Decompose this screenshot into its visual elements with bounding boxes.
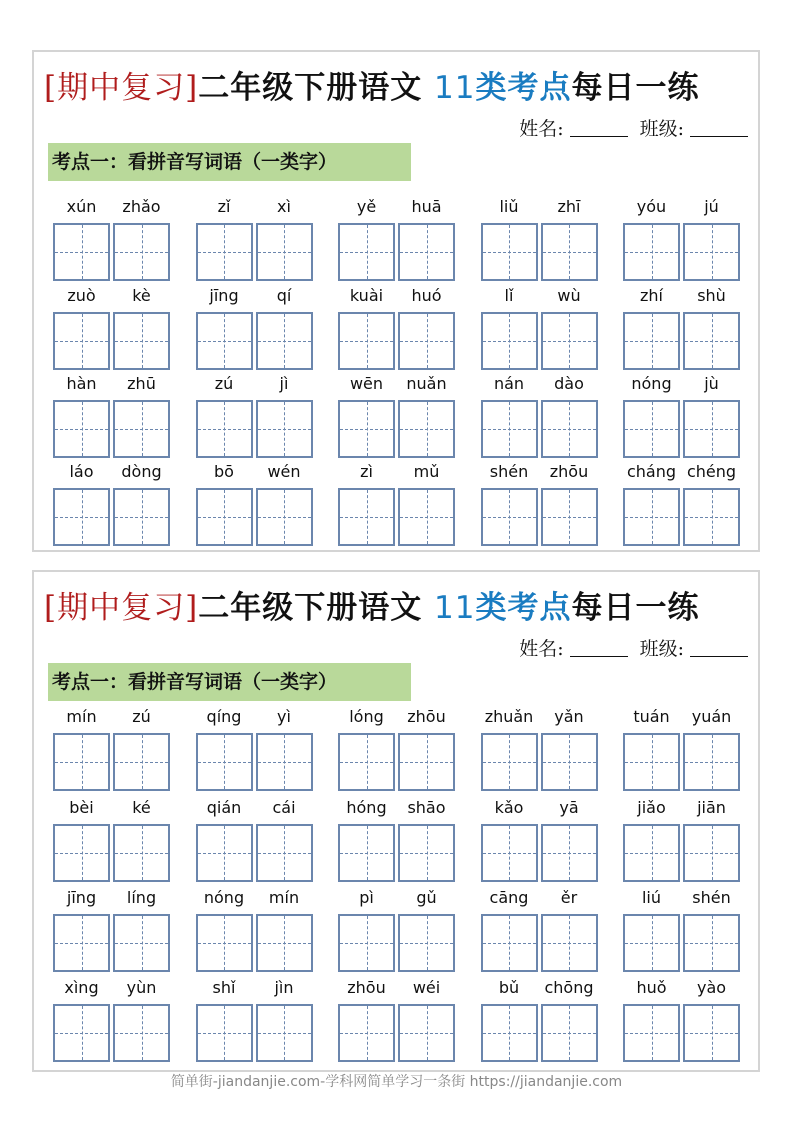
pinyin-label: pì bbox=[359, 888, 374, 907]
writing-box[interactable] bbox=[53, 824, 110, 882]
writing-box[interactable] bbox=[196, 223, 253, 281]
pinyin-label: qí bbox=[276, 286, 292, 305]
writing-box[interactable] bbox=[113, 1004, 170, 1062]
title-number: 11 bbox=[434, 70, 476, 106]
writing-box[interactable] bbox=[256, 1004, 313, 1062]
writing-box[interactable] bbox=[338, 488, 395, 546]
pinyin-label: bèi bbox=[69, 798, 94, 817]
writing-box[interactable] bbox=[481, 914, 538, 972]
writing-box[interactable] bbox=[113, 488, 170, 546]
writing-box[interactable] bbox=[53, 312, 110, 370]
title-blue-part: 类考点 bbox=[475, 590, 572, 626]
pinyin-label: shāo bbox=[407, 798, 446, 817]
writing-box[interactable] bbox=[541, 914, 598, 972]
pinyin-label: shén bbox=[692, 888, 731, 907]
writing-box[interactable] bbox=[481, 824, 538, 882]
pinyin-label: bǔ bbox=[498, 978, 520, 997]
writing-box[interactable] bbox=[623, 223, 680, 281]
pinyin-label: jìn bbox=[274, 978, 294, 997]
writing-box[interactable] bbox=[683, 1004, 740, 1062]
writing-box[interactable] bbox=[196, 733, 253, 791]
writing-box[interactable] bbox=[113, 400, 170, 458]
pinyin-label: nán bbox=[493, 374, 525, 393]
pinyin-label: yā bbox=[559, 798, 579, 817]
name-class-line bbox=[519, 634, 748, 661]
pinyin-label: nóng bbox=[203, 888, 245, 907]
pinyin-label: zú bbox=[214, 374, 234, 393]
pinyin-label: jiǎo bbox=[637, 798, 666, 817]
class-blank[interactable] bbox=[690, 656, 748, 657]
pinyin-label: zhōu bbox=[549, 462, 589, 481]
writing-box[interactable] bbox=[683, 400, 740, 458]
writing-box[interactable] bbox=[481, 223, 538, 281]
pinyin-label: qián bbox=[206, 798, 242, 817]
footer-watermark: 简单街-jiandanjie.com-学科网简单学习一条街 https://jiandanjie.com bbox=[170, 1074, 623, 1090]
writing-box[interactable] bbox=[113, 824, 170, 882]
pinyin-label: xìng bbox=[64, 978, 99, 997]
pinyin-label: zuò bbox=[67, 286, 96, 305]
pinyin-label: hàn bbox=[66, 374, 97, 393]
pinyin-label: dòng bbox=[121, 462, 162, 481]
pinyin-label: zhōu bbox=[407, 707, 446, 726]
writing-box[interactable] bbox=[256, 914, 313, 972]
writing-box[interactable] bbox=[623, 312, 680, 370]
writing-box[interactable] bbox=[53, 914, 110, 972]
writing-box[interactable] bbox=[338, 223, 395, 281]
pinyin-label: yuán bbox=[691, 707, 732, 726]
writing-box[interactable] bbox=[623, 488, 680, 546]
writing-box[interactable] bbox=[113, 312, 170, 370]
writing-box[interactable] bbox=[196, 488, 253, 546]
writing-box[interactable] bbox=[683, 824, 740, 882]
writing-box[interactable] bbox=[481, 488, 538, 546]
writing-box[interactable] bbox=[623, 1004, 680, 1062]
writing-box[interactable] bbox=[53, 400, 110, 458]
pinyin-label: yào bbox=[696, 978, 727, 997]
writing-box[interactable] bbox=[53, 488, 110, 546]
name-label: 姓名: bbox=[519, 638, 564, 660]
writing-box[interactable] bbox=[196, 914, 253, 972]
writing-box[interactable] bbox=[683, 733, 740, 791]
pinyin-label: bō bbox=[214, 462, 234, 481]
writing-box[interactable] bbox=[398, 1004, 455, 1062]
writing-box[interactable] bbox=[53, 733, 110, 791]
pinyin-label: chéng bbox=[686, 462, 737, 481]
writing-box[interactable] bbox=[256, 488, 313, 546]
writing-box[interactable] bbox=[113, 223, 170, 281]
pinyin-label: nuǎn bbox=[406, 374, 447, 393]
pinyin-label: ěr bbox=[560, 888, 578, 907]
pinyin-label: chōng bbox=[544, 978, 594, 997]
writing-box[interactable] bbox=[481, 1004, 538, 1062]
pinyin-label: yóu bbox=[636, 197, 667, 216]
writing-box[interactable] bbox=[683, 312, 740, 370]
pinyin-label: zhū bbox=[127, 374, 156, 393]
pinyin-label: tuán bbox=[633, 707, 670, 726]
writing-box[interactable] bbox=[541, 312, 598, 370]
pinyin-label: jiān bbox=[697, 798, 726, 817]
pinyin-label: cháng bbox=[626, 462, 677, 481]
pinyin-label: wéi bbox=[412, 978, 441, 997]
writing-box[interactable] bbox=[623, 824, 680, 882]
writing-box[interactable] bbox=[683, 488, 740, 546]
title-grade-part: 二年级下册语文 bbox=[198, 590, 423, 626]
writing-box[interactable] bbox=[623, 400, 680, 458]
pinyin-label: láo bbox=[69, 462, 94, 481]
writing-box[interactable] bbox=[196, 824, 253, 882]
pinyin-label: jú bbox=[704, 197, 719, 216]
title-number: 11 bbox=[434, 590, 476, 626]
writing-box[interactable] bbox=[256, 824, 313, 882]
writing-box[interactable] bbox=[196, 400, 253, 458]
pinyin-label: jù bbox=[704, 374, 719, 393]
writing-box[interactable] bbox=[256, 312, 313, 370]
writing-box[interactable] bbox=[398, 914, 455, 972]
writing-box[interactable] bbox=[338, 914, 395, 972]
title-end-part: 每日一练 bbox=[571, 590, 700, 626]
pinyin-label: wēn bbox=[349, 374, 384, 393]
writing-box[interactable] bbox=[481, 312, 538, 370]
writing-box[interactable] bbox=[541, 223, 598, 281]
writing-box[interactable] bbox=[113, 914, 170, 972]
writing-box[interactable] bbox=[53, 1004, 110, 1062]
writing-box[interactable] bbox=[481, 733, 538, 791]
writing-box[interactable] bbox=[338, 733, 395, 791]
pinyin-label: lóng bbox=[349, 707, 384, 726]
pinyin-label: zì bbox=[360, 462, 373, 481]
writing-box[interactable] bbox=[623, 733, 680, 791]
pinyin-label: zú bbox=[132, 707, 151, 726]
writing-box[interactable] bbox=[398, 824, 455, 882]
pinyin-label: yì bbox=[277, 707, 291, 726]
writing-box[interactable] bbox=[398, 400, 455, 458]
section-label: 考点一：看拼音写词语（一类字） bbox=[48, 143, 411, 181]
writing-box[interactable] bbox=[338, 824, 395, 882]
pinyin-label: qíng bbox=[206, 707, 242, 726]
writing-box[interactable] bbox=[683, 223, 740, 281]
pinyin-label: dào bbox=[554, 374, 584, 393]
writing-box[interactable] bbox=[196, 312, 253, 370]
pinyin-label: huó bbox=[411, 286, 442, 305]
pinyin-label: shén bbox=[489, 462, 529, 481]
writing-box[interactable] bbox=[398, 488, 455, 546]
writing-box[interactable] bbox=[541, 824, 598, 882]
pinyin-label: cái bbox=[272, 798, 296, 817]
pinyin-label: jīng bbox=[66, 888, 97, 907]
pinyin-label: lǐ bbox=[504, 286, 514, 305]
pinyin-label: hóng bbox=[346, 798, 387, 817]
pinyin-label: jīng bbox=[209, 286, 239, 305]
title-bracket-part: [期中复习] bbox=[44, 70, 199, 106]
pinyin-label: kuài bbox=[349, 286, 384, 305]
class-label: 班级: bbox=[639, 638, 684, 660]
writing-box[interactable] bbox=[338, 400, 395, 458]
pinyin-label: mín bbox=[66, 707, 97, 726]
pinyin-label: shǐ bbox=[212, 978, 236, 997]
title-blue-part: 类考点 bbox=[475, 70, 572, 106]
class-blank[interactable] bbox=[690, 136, 748, 137]
pinyin-label: kè bbox=[132, 286, 151, 305]
writing-box[interactable] bbox=[196, 1004, 253, 1062]
pinyin-label: wén bbox=[267, 462, 301, 481]
class-label: 班级: bbox=[639, 118, 684, 140]
pinyin-label: xì bbox=[277, 197, 291, 216]
writing-box[interactable] bbox=[256, 223, 313, 281]
name-blank[interactable] bbox=[570, 656, 628, 657]
writing-box[interactable] bbox=[113, 733, 170, 791]
pinyin-label: zǐ bbox=[217, 197, 231, 216]
pinyin-label: liǔ bbox=[499, 197, 519, 216]
writing-box[interactable] bbox=[398, 312, 455, 370]
pinyin-label: shù bbox=[697, 286, 726, 305]
pinyin-label: zhǎo bbox=[122, 197, 161, 216]
pinyin-label: yě bbox=[356, 197, 377, 216]
pinyin-label: huǒ bbox=[636, 978, 667, 997]
pinyin-label: yùn bbox=[126, 978, 157, 997]
writing-box[interactable] bbox=[398, 733, 455, 791]
writing-box[interactable] bbox=[541, 733, 598, 791]
writing-box[interactable] bbox=[541, 488, 598, 546]
pinyin-label: yǎn bbox=[554, 707, 584, 726]
title-grade-part: 二年级下册语文 bbox=[198, 70, 423, 106]
name-blank[interactable] bbox=[570, 136, 628, 137]
writing-box[interactable] bbox=[53, 223, 110, 281]
pinyin-label: wù bbox=[557, 286, 581, 305]
pinyin-label: mǔ bbox=[413, 462, 440, 481]
pinyin-label: huā bbox=[411, 197, 442, 216]
pinyin-label: zhī bbox=[557, 197, 581, 216]
name-label: 姓名: bbox=[519, 118, 564, 140]
pinyin-label: zhuǎn bbox=[484, 707, 534, 726]
writing-box[interactable] bbox=[338, 312, 395, 370]
pinyin-label: zhí bbox=[640, 286, 663, 305]
writing-box[interactable] bbox=[256, 400, 313, 458]
title-bracket-part: [期中复习] bbox=[44, 590, 199, 626]
worksheet-title bbox=[44, 582, 699, 627]
worksheet-title bbox=[44, 62, 699, 107]
pinyin-label: líng bbox=[126, 888, 157, 907]
writing-box[interactable] bbox=[541, 400, 598, 458]
writing-box[interactable] bbox=[541, 1004, 598, 1062]
section-label: 考点一：看拼音写词语（一类字） bbox=[48, 663, 411, 701]
title-end-part: 每日一练 bbox=[571, 70, 700, 106]
writing-box[interactable] bbox=[623, 914, 680, 972]
worksheet-panel-2 bbox=[32, 570, 760, 1072]
pinyin-label: jì bbox=[279, 374, 289, 393]
pinyin-label: xún bbox=[66, 197, 97, 216]
pinyin-label: zhōu bbox=[347, 978, 386, 997]
pinyin-label: kǎo bbox=[494, 798, 524, 817]
writing-box[interactable] bbox=[481, 400, 538, 458]
writing-box[interactable] bbox=[338, 1004, 395, 1062]
writing-box[interactable] bbox=[683, 914, 740, 972]
pinyin-label: mín bbox=[268, 888, 300, 907]
pinyin-label: gǔ bbox=[416, 888, 437, 907]
pinyin-label: cāng bbox=[489, 888, 529, 907]
pinyin-label: liú bbox=[641, 888, 662, 907]
pinyin-label: nóng bbox=[631, 374, 672, 393]
pinyin-label: ké bbox=[132, 798, 151, 817]
writing-box[interactable] bbox=[256, 733, 313, 791]
writing-box[interactable] bbox=[398, 223, 455, 281]
worksheet-panel-1 bbox=[32, 50, 760, 552]
name-class-line bbox=[519, 114, 748, 141]
